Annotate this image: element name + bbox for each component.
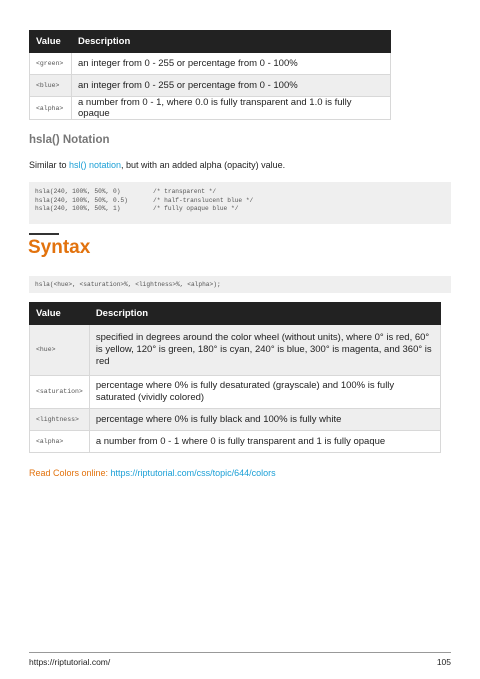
value-cell: <alpha> (30, 97, 72, 120)
paragraph-text: , but with an added alpha (opacity) value. (121, 160, 286, 170)
table-row (30, 431, 441, 453)
value-cell: <lightness> (30, 409, 90, 431)
hsl-notation-link[interactable]: hsl() notation (69, 160, 122, 170)
footer-url: https://riptutorial.com/ (29, 657, 111, 667)
description-cell: a number from 0 - 1, where 0.0 is fully transparent and 1.0 is fully opaque (72, 97, 391, 120)
table-row (30, 325, 441, 376)
header-value: Value (30, 31, 72, 53)
table-row (30, 53, 391, 75)
table-row (30, 409, 441, 431)
syntax-code-block: hsla(<hue>, <saturation>%, <lightness>%, <alpha>); (29, 276, 451, 293)
description-cell: specified in degrees around the color wheel (without units), where 0° is red, 60° is yellow, 120° is green, 180° is cyan, 240° is blue, 300° is magenta, and 360° is red (89, 325, 440, 376)
description-cell: percentage where 0% is fully black and 100% is fully white (89, 409, 440, 431)
footer-divider (29, 652, 451, 653)
syntax-heading: Syntax (28, 237, 91, 258)
code-text: hsla(240, 100%, 50%, 0) (35, 188, 121, 195)
heading-rule (29, 233, 59, 235)
paragraph-text: Similar to (29, 160, 70, 170)
table-row (30, 376, 441, 409)
section-heading: hsla() Notation (29, 134, 110, 146)
code-line (35, 197, 445, 206)
table-header-row (30, 303, 441, 325)
page-number: 105 (436, 657, 451, 667)
description-cell: a number from 0 - 1 where 0 is fully transparent and 1 is fully opaque (89, 431, 440, 453)
code-line (35, 188, 445, 197)
description-cell: an integer from 0 - 255 or percentage from 0 - 100% (72, 53, 391, 75)
read-online-note (29, 468, 276, 478)
value-cell: <green> (30, 53, 72, 75)
read-online-link[interactable]: https://riptutorial.com/css/topic/644/colors (110, 468, 276, 478)
header-value: Value (30, 303, 90, 325)
code-example-block (29, 182, 451, 224)
section-paragraph (29, 160, 285, 170)
description-cell: an integer from 0 - 255 or percentage from 0 - 100% (72, 75, 391, 97)
code-comment: /* half-translucent blue */ (153, 196, 254, 204)
code-text: hsla(240, 100%, 50%, 1) (35, 205, 121, 212)
header-description: Description (72, 31, 391, 53)
code-line (35, 205, 445, 214)
code-comment: /* fully opaque blue */ (153, 205, 239, 212)
code-text: hsla(240, 100%, 50%, 0.5) (35, 196, 128, 204)
value-cell: <saturation> (30, 376, 90, 409)
value-cell: <hue> (30, 325, 90, 376)
description-cell: percentage where 0% is fully desaturated (grayscale) and 100% is fully saturated (vividly colored) (89, 376, 440, 409)
table-row (30, 97, 391, 120)
code-comment: /* transparent */ (153, 188, 217, 195)
values-table-syntax (29, 302, 441, 453)
header-description: Description (89, 303, 440, 325)
read-online-label: Read Colors online: (29, 468, 111, 478)
value-cell: <blue> (30, 75, 72, 97)
value-cell: <alpha> (30, 431, 90, 453)
table-header-row (30, 31, 391, 53)
values-table-top (29, 30, 391, 120)
table-row (30, 75, 391, 97)
